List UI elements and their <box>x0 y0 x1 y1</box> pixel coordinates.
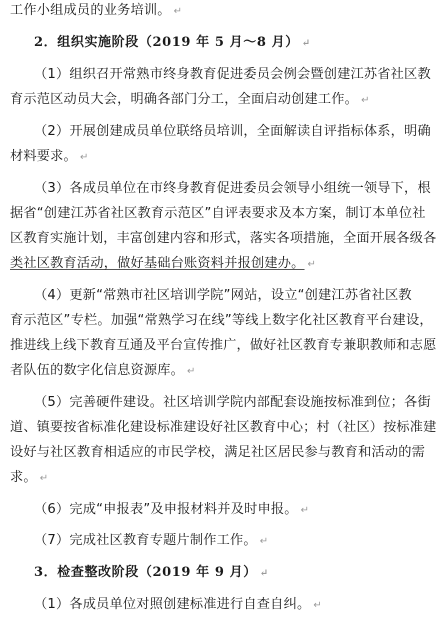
paragraph-mark-icon: ↵ <box>313 600 322 611</box>
text-line: 据省“创建江苏省社区教育示范区”自评表要求及本方案，制订本单位社 <box>10 206 426 221</box>
text-line: 区教育实施计划，丰富创建内容和形式，落实各项措施，全面开展各级各 <box>10 231 437 246</box>
paragraph-mark-icon: ↵ <box>39 473 49 484</box>
section-heading-2: 2．组织实施阶段（2019 年 5 月～8 月） ↵ <box>34 35 311 50</box>
text-line: 育示范区”专栏。加强“常熟学习在线”等线上数字化社区教育平台建设， <box>10 313 433 328</box>
text-line: （2）开展创建成员单位联络员培训，全面解读自评指标体系，明确 <box>34 124 431 139</box>
text-line: 材料要求。 ↵ <box>10 149 89 164</box>
text-line: （5）完善硬件建设。社区培训学院内部配套设施按标准到位；各街 <box>34 395 431 410</box>
paragraph-mark-icon: ↵ <box>301 38 311 49</box>
paragraph-mark-icon: ↵ <box>259 568 269 579</box>
paragraph-mark-icon: ↵ <box>300 505 310 516</box>
text-line: （1）组织召开常熟市终身教育促进委员会例会暨创建江苏省社区教 <box>34 67 431 82</box>
text-line: 育示范区动员大会，明确各部门分工，全面启动创建工作。 ↵ <box>10 92 370 107</box>
paragraph-mark-icon: ↵ <box>187 366 196 377</box>
text-line: （6）完成“申报表”及申报材料并及时申报。 ↵ <box>34 502 310 517</box>
text-line: 者队伍的数字化信息资源库。 ↵ <box>10 363 196 378</box>
text-line: 设好与社区教育相适应的市民学校，满足社区居民参与教育和活动的需 <box>10 445 426 460</box>
text-line: 类社区教育活动，做好基础台账资料并报创建办。 ↵ <box>10 256 317 271</box>
paragraph-mark-icon: ↵ <box>361 95 370 106</box>
text-line: （3）各成员单位在市终身教育促进委员会领导小组统一领导下，根 <box>34 181 431 196</box>
paragraph-mark-icon: ↵ <box>259 536 269 547</box>
text-line: 推进线上线下教育互通及平台宣传推广，做好社区教育专兼职教师和志愿 <box>10 338 437 353</box>
text-line: 道、镇要按省标准化建设标准建设好社区教育中心；村（社区）按标准建 <box>10 420 437 435</box>
text-line: （7）完成社区教育专题片制作工作。 ↵ <box>34 533 269 548</box>
paragraph-mark-icon: ↵ <box>79 152 89 163</box>
section-heading-3: 3．检查整改阶段（2019 年 9 月） ↵ <box>34 565 269 580</box>
text-line: （4）更新“常熟市社区培训学院”网站，设立“创建江苏省社区教 <box>34 288 412 303</box>
text-line: 工作小组成员的业务培训。 ↵ <box>10 3 183 18</box>
paragraph-mark-icon: ↵ <box>173 6 183 17</box>
text-line: 求。 ↵ <box>10 470 49 485</box>
text-line: （1）各成员单位对照创建标准进行自查自纠。 ↵ <box>34 597 322 612</box>
paragraph-mark-icon: ↵ <box>307 259 317 270</box>
